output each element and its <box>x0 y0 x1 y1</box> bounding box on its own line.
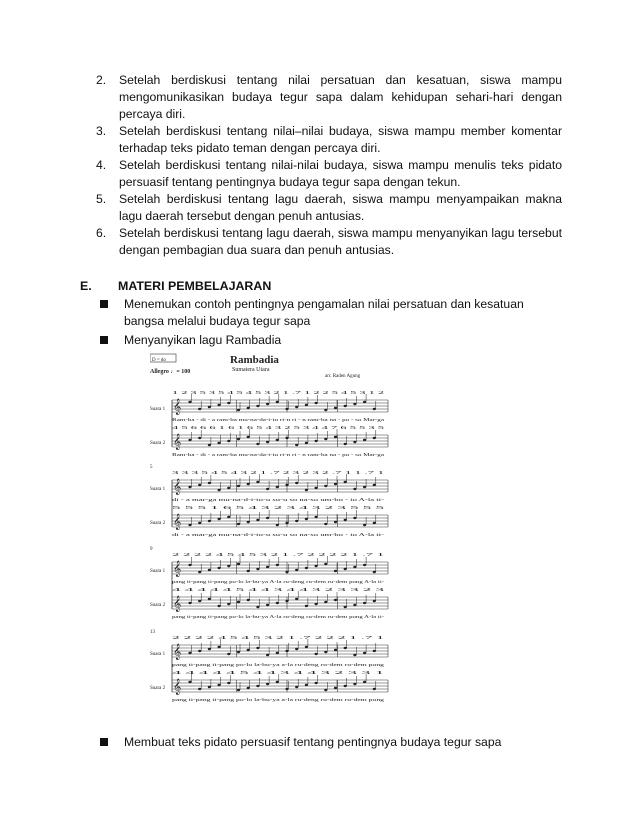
note-head <box>227 565 230 567</box>
note-head <box>256 647 259 649</box>
bullet-text: Membuat teks pidato persuasif tentang pentingnya budaya tegur sapa <box>124 735 502 749</box>
note-head <box>363 681 366 683</box>
note-head <box>344 647 347 649</box>
note-head <box>208 648 211 650</box>
objective-number: 6. <box>96 226 107 240</box>
note-head <box>218 567 221 569</box>
voice-label: Suara 2 <box>150 441 166 446</box>
bullet-text: Menyanyikan lagu Rambadia <box>124 333 282 347</box>
song-origin: Sumatera Utara <box>232 367 270 373</box>
note-head <box>305 684 308 686</box>
note-head <box>315 565 318 567</box>
note-head <box>344 481 347 483</box>
note-head <box>344 606 347 608</box>
objective-number: 4. <box>96 158 107 172</box>
objective-text: Setelah berdiskusi tentang lagu daerah, siswa mampu menyampaikan makna lagu daerah tersebut dengan penuh antusias. <box>119 192 562 223</box>
note-head <box>344 443 347 445</box>
square-bullet-icon <box>100 300 108 308</box>
note-head <box>188 401 191 403</box>
note-head <box>285 437 288 439</box>
note-head <box>237 409 240 411</box>
objective-number: 2. <box>96 73 107 87</box>
note-head <box>353 604 356 606</box>
note-head <box>363 439 366 441</box>
note-head <box>208 520 211 522</box>
note-head <box>198 650 201 652</box>
note-head <box>237 485 240 487</box>
note-head <box>285 484 288 486</box>
note-head <box>276 524 279 526</box>
note-head <box>315 682 318 684</box>
note-head <box>247 570 250 572</box>
note-head <box>373 408 376 410</box>
note-head <box>324 601 327 603</box>
note-head <box>315 402 318 404</box>
note-head <box>266 604 269 606</box>
note-head <box>208 598 211 600</box>
sheet-music-figure <box>150 350 390 720</box>
voice-label: Suara 1 <box>150 569 166 574</box>
treble-clef-icon: 𝄞 <box>173 480 182 495</box>
objective-item <box>96 191 562 225</box>
treble-clef-icon: 𝄞 <box>173 680 182 695</box>
lyric-line: pang ti-pang ti-pang po-lo la-bu-ya a-la ru-deng ru-dem ru-dem pong <box>172 662 386 667</box>
numeric-notation: 4 5 6 6 6 1 6 1 6 5 4 3 2 5 3 4 4 7 6 5 5 3 5 <box>172 425 386 430</box>
note-head <box>218 442 221 444</box>
note-head <box>218 404 221 406</box>
note-head <box>305 442 308 444</box>
note-head <box>344 519 347 521</box>
bullet-item <box>100 296 540 330</box>
note-head <box>218 684 221 686</box>
note-head <box>324 485 327 487</box>
voice-label: Suara 2 <box>150 521 166 526</box>
treble-clef-icon: 𝄞 <box>173 562 182 577</box>
note-head <box>198 600 201 602</box>
note-head <box>334 649 337 651</box>
note-head <box>363 401 366 403</box>
note-head <box>285 650 288 652</box>
note-head <box>276 652 279 654</box>
note-head <box>188 524 191 526</box>
note-head <box>295 569 298 571</box>
note-head <box>266 683 269 685</box>
voice-label: Suara 2 <box>150 603 166 608</box>
voice-label: Suara 1 <box>150 652 166 657</box>
objective-text: Setelah berdiskusi tentang lagu daerah, siswa mampu menyanyikan lagu tersebut dengan pembagian dua suara dan penuh antusias. <box>119 226 562 257</box>
objective-number: 3. <box>96 124 107 138</box>
note-head <box>285 571 288 573</box>
numeric-notation: 2 2 2 2 4 5 4 5 3 2 1 .7 2 2 2 2 1 .7 1 <box>172 552 387 557</box>
sheet-music-svg <box>150 350 390 720</box>
voice-label: Suara 1 <box>150 487 166 492</box>
square-bullet-icon <box>100 738 108 746</box>
note-head <box>324 523 327 525</box>
tempo-marking: Allegro ♩= 100 <box>150 369 191 375</box>
note-head <box>237 563 240 565</box>
note-head <box>353 403 356 405</box>
note-head <box>188 564 191 566</box>
note-head <box>353 488 356 490</box>
note-head <box>295 598 298 600</box>
note-head <box>256 568 259 570</box>
objective-item <box>96 225 562 259</box>
note-head <box>247 407 250 409</box>
note-head <box>295 686 298 688</box>
note-head <box>285 688 288 690</box>
section-heading <box>80 279 271 293</box>
section-title: MATERI PEMBELAJARAN <box>118 279 272 293</box>
voice-label: Suara 2 <box>150 686 166 691</box>
note-head <box>256 405 259 407</box>
note-head <box>373 688 376 690</box>
note-head <box>266 403 269 405</box>
objective-item <box>96 123 562 157</box>
lyric-line: pang ti-pang ti-pang po-lo la-bu-ya A-la ru-deng ru-dem ru-dem pong A-la ti- <box>172 614 385 619</box>
note-head <box>188 652 191 654</box>
note-head <box>305 489 308 491</box>
note-head <box>198 437 201 439</box>
note-head <box>324 563 327 565</box>
note-head <box>237 438 240 440</box>
objective-item <box>96 157 562 191</box>
note-head <box>256 443 259 445</box>
note-head <box>373 650 376 652</box>
note-head <box>324 651 327 653</box>
note-head <box>237 651 240 653</box>
note-head <box>334 483 337 485</box>
note-head <box>188 602 191 604</box>
note-head <box>227 516 230 518</box>
note-head <box>305 567 308 569</box>
note-head <box>247 483 250 485</box>
note-head <box>247 599 250 601</box>
lyric-line: di - a mar-ga mu-na-d-i-to-u su-u so na-so um-bo - to A-la ti- <box>172 497 386 502</box>
note-head <box>315 487 318 489</box>
note-head <box>237 523 240 525</box>
note-head <box>266 517 269 519</box>
numeric-notation: 5 5 5 1 6 5 4 3 2 3 4 3 2 3 5 5 5 <box>172 505 387 510</box>
numeric-notation: 4 4 4 4 4 5 4 4 3 4 4 3 2 3 3 1 <box>172 670 387 675</box>
note-head <box>315 440 318 442</box>
note-head <box>227 402 230 404</box>
note-head <box>276 564 279 566</box>
arranger-credit: arr. Raden Agung <box>325 374 361 379</box>
note-head <box>295 482 298 484</box>
lyric-line: Ram-ba - di - a ram-ba mu-na-da-i-to ri-n ri - n ram-ba na - po - so Mar-ga <box>172 452 385 457</box>
note-head <box>266 488 269 490</box>
numeric-notation: 2 2 2 2 4 5 4 5 3 2 1 .7 2 2 2 1 .7 1 <box>172 635 387 640</box>
note-head <box>208 444 211 446</box>
song-title: Rambadia <box>230 354 279 366</box>
note-head <box>247 436 250 438</box>
objective-item <box>96 72 562 123</box>
note-head <box>363 524 366 526</box>
bullet-item <box>100 332 540 349</box>
note-head <box>266 654 269 656</box>
bar-number: 5 <box>150 465 153 470</box>
note-head <box>188 439 191 441</box>
note-head <box>324 438 327 440</box>
objective-text: Setelah berdiskusi tentang nilai–nilai budaya, siswa mampu member komentar terhadap teks pidato teman dengan percaya diri. <box>119 124 562 155</box>
note-head <box>353 517 356 519</box>
note-head <box>208 482 211 484</box>
treble-clef-icon: 𝄞 <box>173 435 182 450</box>
note-head <box>188 486 191 488</box>
note-head <box>315 603 318 605</box>
note-head <box>353 566 356 568</box>
note-head <box>353 654 356 656</box>
note-head <box>256 519 259 521</box>
note-head <box>373 437 376 439</box>
treble-clef-icon: 𝄞 <box>173 400 182 415</box>
bullet-item <box>100 734 540 751</box>
objective-text: Setelah berdiskusi tentang nilai-nilai budaya, siswa mampu menulis teks pidato persuasif tentang pentingnya budaya tegur sapa dengan tekun. <box>119 158 562 189</box>
note-head <box>237 689 240 691</box>
note-head <box>295 648 298 650</box>
note-head <box>218 646 221 648</box>
note-head <box>247 687 250 689</box>
note-head <box>295 444 298 446</box>
note-head <box>227 653 230 655</box>
note-head <box>227 440 230 442</box>
note-head <box>344 405 347 407</box>
note-head <box>198 484 201 486</box>
lyric-line: Ram-ba - di - a ram-ba mu-na-da-i-to ri-n ri - n ram-ba na - po - so Mar-ga <box>172 417 385 422</box>
bar-number: 9 <box>150 547 153 552</box>
note-head <box>198 522 201 524</box>
note-head <box>198 688 201 690</box>
objective-number: 5. <box>96 192 107 206</box>
treble-clef-icon: 𝄞 <box>173 597 182 612</box>
note-head <box>353 441 356 443</box>
note-head <box>373 522 376 524</box>
note-head <box>256 685 259 687</box>
note-head <box>218 518 221 520</box>
note-head <box>218 605 221 607</box>
numeric-notation: 4 4 4 4 4 5 4 4 3 4 4 3 2 3 3 2 3 <box>172 587 387 592</box>
key-signature: D = do <box>152 358 166 363</box>
note-head <box>247 649 250 651</box>
note-head <box>276 486 279 488</box>
note-head <box>218 489 221 491</box>
note-head <box>315 516 318 518</box>
note-head <box>266 441 269 443</box>
lyric-line: pang ti-pang ti-pang po-lo la-bu-ya a-la ru-deng ru-dem ru-dem pong <box>172 697 386 702</box>
note-head <box>324 409 327 411</box>
note-head <box>373 600 376 602</box>
note-head <box>363 564 366 566</box>
note-head <box>285 408 288 410</box>
note-head <box>373 571 376 573</box>
note-head <box>334 599 337 601</box>
note-head <box>305 518 308 520</box>
note-head <box>208 406 211 408</box>
note-head <box>237 601 240 603</box>
note-head <box>315 653 318 655</box>
lyric-line: pang ti-pang ti-pang po-lo la-bu-ya A-la ru-deng ru-dem ru-dem pong A-la ti- <box>172 579 385 584</box>
note-head <box>188 681 191 683</box>
note-head <box>363 602 366 604</box>
objective-text: Setelah berdiskusi tentang nilai persatuan dan kesatuan, siswa mampu mengomunikasikan budaya tegur sapa dalam kehidupan sehari-hari dengan percaya diri. <box>119 73 562 121</box>
note-head <box>373 484 376 486</box>
note-head <box>256 481 259 483</box>
numeric-notation: 3 3 3 5 4 5 4 3 2 1 .7 2 3 2 3 2 .7 1 1 .7 1 <box>172 470 386 475</box>
note-head <box>227 603 230 605</box>
note-head <box>227 487 230 489</box>
note-head <box>334 570 337 572</box>
note-head <box>208 569 211 571</box>
note-head <box>334 687 337 689</box>
note-head <box>276 439 279 441</box>
note-head <box>305 404 308 406</box>
note-head <box>353 683 356 685</box>
voice-label: Suara 1 <box>150 407 166 412</box>
note-head <box>208 686 211 688</box>
numeric-notation: 1 2 3 5 3 5 4 5 4 5 3 2 1 .7 1 2 2 5 4 5 3 1 2 <box>172 390 386 395</box>
note-head <box>305 605 308 607</box>
note-head <box>295 520 298 522</box>
bar-number: 13 <box>150 630 155 635</box>
note-head <box>295 406 298 408</box>
note-head <box>334 521 337 523</box>
treble-clef-icon: 𝄞 <box>173 645 182 660</box>
note-head <box>285 600 288 602</box>
note-head <box>276 401 279 403</box>
note-head <box>363 652 366 654</box>
note-head <box>334 407 337 409</box>
note-head <box>276 681 279 683</box>
section-letter: E. <box>80 279 92 293</box>
note-head <box>324 689 327 691</box>
note-head <box>266 566 269 568</box>
square-bullet-icon <box>100 336 108 344</box>
treble-clef-icon: 𝄞 <box>173 515 182 530</box>
lyric-line: di - a mar-ga mu-na-d-i-to-u su-u so na-so um-bo - to A-la ti- <box>172 532 386 537</box>
note-head <box>344 685 347 687</box>
note-head <box>247 521 250 523</box>
note-head <box>198 571 201 573</box>
note-head <box>363 486 366 488</box>
note-head <box>276 602 279 604</box>
note-head <box>227 682 230 684</box>
note-head <box>198 408 201 410</box>
note-head <box>334 436 337 438</box>
note-head <box>285 522 288 524</box>
bullet-text: Menemukan contoh pentingnya pengamalan nilai persatuan dan kesatuan bangsa melalui budaya tegur sapa <box>124 297 524 328</box>
note-head <box>344 568 347 570</box>
note-head <box>256 606 259 608</box>
note-head <box>305 646 308 648</box>
